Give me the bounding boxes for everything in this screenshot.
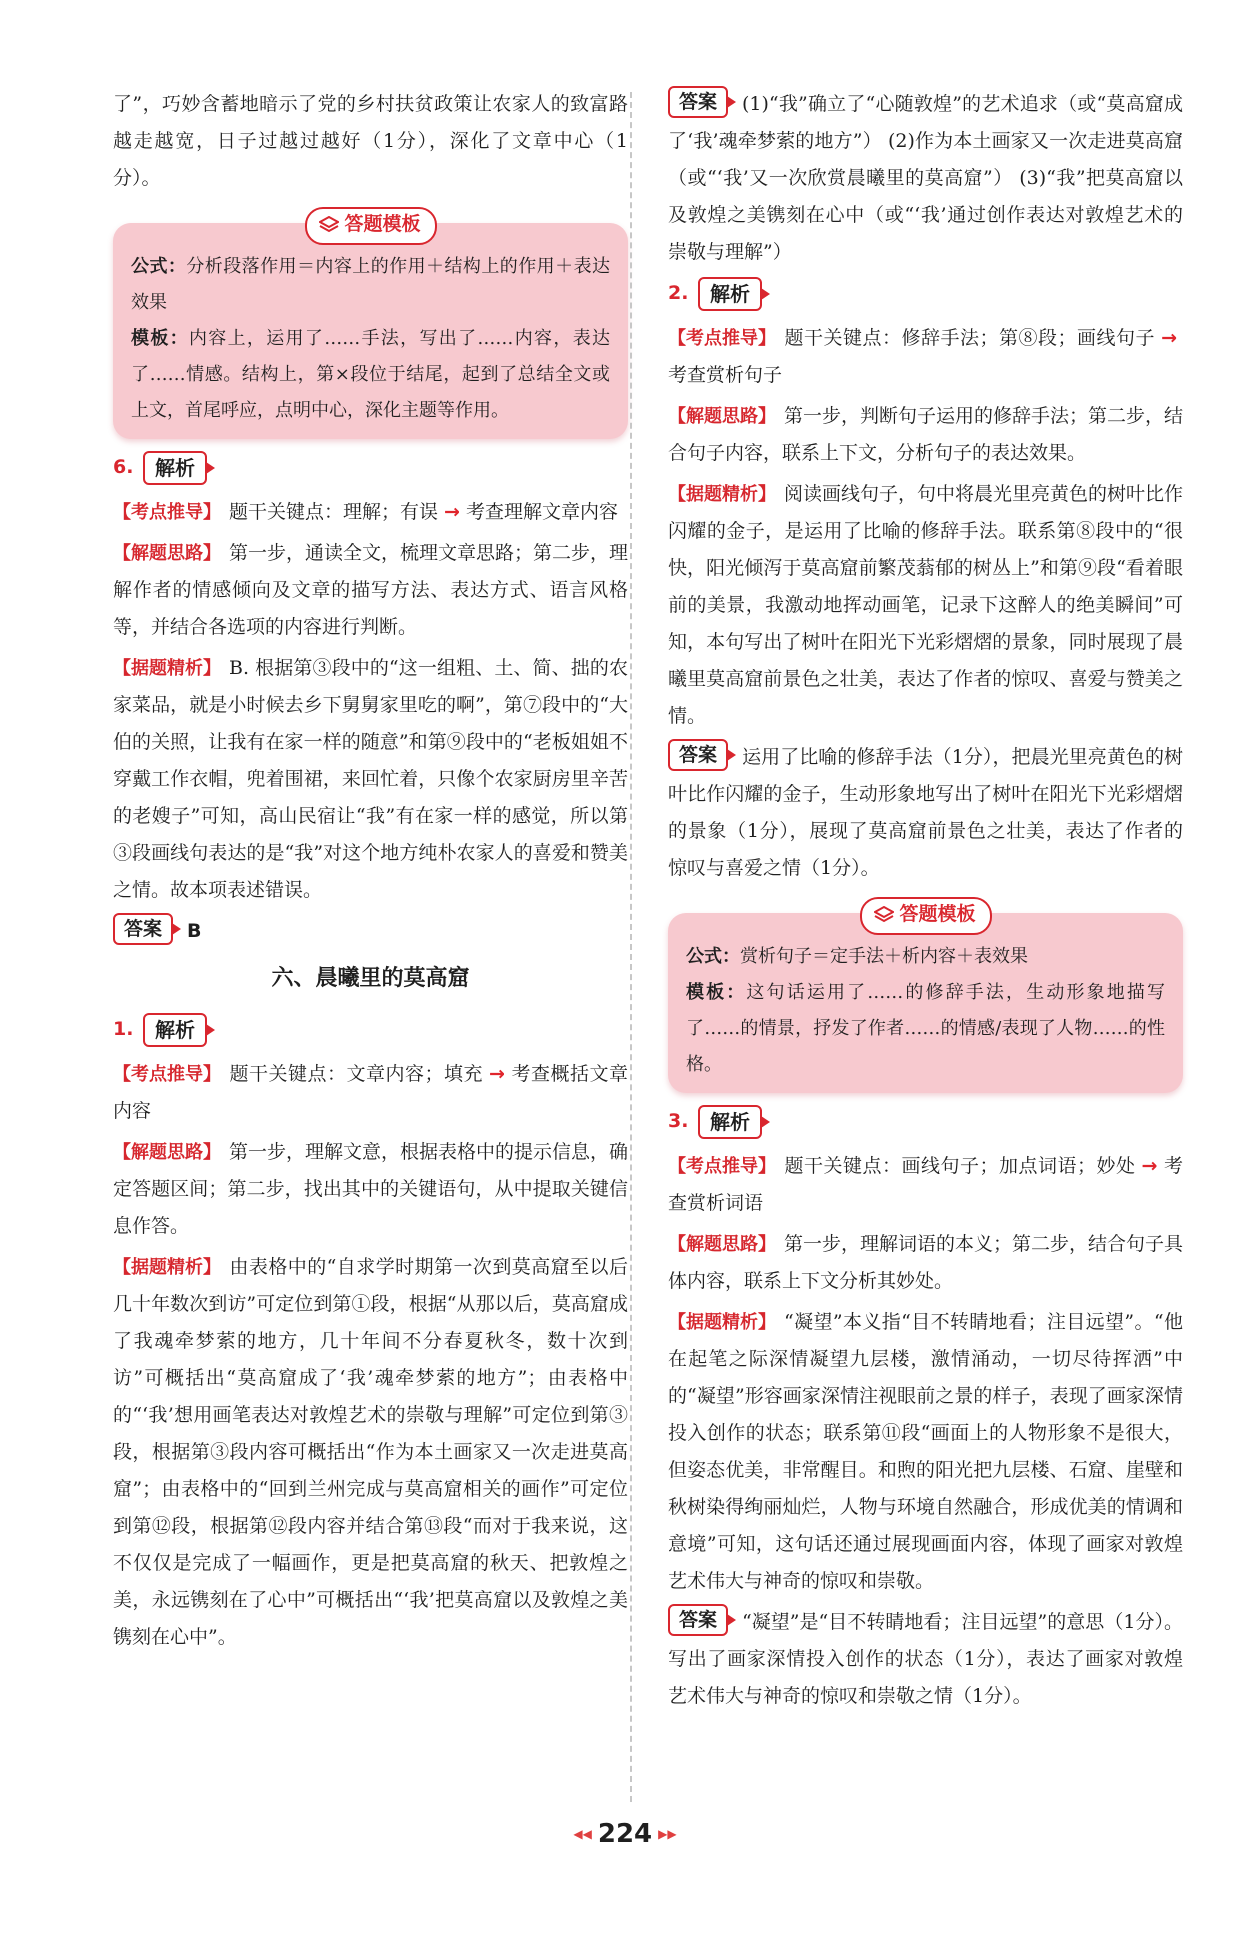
q2-silu: 【解题思路】 第一步，判断句子运用的修辞手法；第二步，结合句子内容，联系上下文，分析句子的表达效果。 — [668, 405, 1184, 464]
answer-value: 运用了比喻的修辞手法（1分），把晨光里亮黄色的树叶比作闪耀的金子，生动形象地写出了树叶在阳光下光彩熠熠的景象（1分），展现了莫高窟前景色之壮美，表达了作者的惊叹与喜爱之情（1分）。 — [668, 746, 1183, 879]
q1-silu: 【解题思路】 第一步，理解文意，根据表格中的提示信息，确定答题区间；第二步，找出其中的关键语句，从中提取关键信息作答。 — [113, 1141, 629, 1237]
answer-value: “凝望”是“目不转睛地看；注目远望”的意思（1分）。写出了画家深情投入创作的状态（1分），表达了画家对敦煌艺术伟大与神奇的惊叹和崇敬之情（1分）。 — [668, 1611, 1183, 1707]
question-1-header — [113, 1011, 628, 1048]
answer-value: (1)“我”确立了“心随敦煌”的艺术追求（或“莫高窟成了‘我’魂牵梦萦的地方”） (2)作为本土画家又一次走进莫高窟（或“‘我’又一次欣赏晨曦里的莫高窟”） (3)“我”把莫高窟以及敦煌之美镌刻在心中（或“‘我’通过创作表达对敦煌艺术的崇敬与理解”） — [668, 93, 1183, 263]
template-formula — [686, 939, 1165, 975]
question-number: 2. — [668, 282, 689, 304]
q2-jingxi: 【据题精析】 阅读画线句子，句中将晨光里亮黄色的树叶比作闪耀的金子，是运用了比喻的修辞手法。联系第⑧段中的“很快，阳光倾泻于莫高窟前繁茂蓊郁的树丛上”和第⑨段“看着眼前的美景，我激动地挥动画笔，记录下这醉人的绝美瞬间”可知，本句写出了树叶在阳光下光彩熠熠的景象，同时展现了晨曦里莫高窟前景色之壮美，表达了作者的惊叹、喜爱与赞美之情。 — [668, 483, 1184, 727]
layers-icon — [318, 213, 338, 243]
arrow-icon: → — [1141, 1155, 1158, 1177]
page-number: 224 — [597, 1819, 653, 1849]
answer-badge: 答案 — [668, 1604, 728, 1636]
q3-silu: 【解题思路】 第一步，理解词语的本义；第二步，结合句子具体内容，联系上下文分析其妙处。 — [668, 1233, 1184, 1292]
analysis-badge: 解析 — [143, 1013, 207, 1047]
analysis-badge: 解析 — [143, 451, 207, 485]
arrow-icon: → — [489, 1063, 505, 1085]
answer-value: B — [187, 920, 202, 942]
answer-template-box-2 — [668, 903, 1183, 1093]
double-left-arrow-icon: ◀◀ — [573, 1827, 592, 1841]
template-content — [686, 975, 1165, 1083]
question-3-header — [668, 1103, 1183, 1140]
template-title — [304, 207, 436, 245]
question-6-header — [113, 449, 628, 486]
template-formula — [131, 249, 610, 321]
template-label: 模板： — [686, 982, 747, 1003]
layers-icon — [873, 903, 893, 933]
intro-paragraph: 了”，巧妙含蓄地暗示了党的乡村扶贫政策让农家人的致富路越走越宽，日子过越过越好（1分），深化了文章中心（1分）。 — [113, 93, 628, 189]
left-column — [113, 86, 628, 1656]
question-number: 1. — [113, 1018, 134, 1040]
template-content — [131, 321, 610, 429]
arrow-icon: → — [1161, 327, 1177, 349]
q2-answer — [668, 739, 1183, 887]
double-right-arrow-icon: ▶▶ — [658, 1827, 677, 1841]
column-divider — [630, 92, 632, 1802]
question-number: 3. — [668, 1110, 689, 1132]
template-title-text: 答题模板 — [344, 213, 421, 235]
q1-answer — [668, 86, 1183, 271]
arrow-icon: → — [444, 501, 460, 523]
question-number: 6. — [113, 456, 134, 478]
template-title-text: 答题模板 — [899, 903, 976, 925]
q3-jingxi: 【据题精析】 “凝望”本义指“目不转睛地看；注目远望”。“他在起笔之际深情凝望九层楼，激情涌动，一切尽待挥洒”中的“凝望”形容画家深情注视眼前之景的样子，表现了画家深情投入创作的状态；联系第⑪段“画面上的人物形象不是很大，但姿态优美，非常醒目。和煦的阳光把九层楼、石窟、崖壁和秋树染得绚丽灿烂，人物与环境自然融合，形成优美的情调和意境”可知，这句话还通过展现画面内容，体现了画家对敦煌艺术伟大与神奇的惊叹和崇敬。 — [668, 1311, 1183, 1592]
template-text: 内容上，运用了……手法，写出了……内容，表达了……情感。结构上，第×段位于结尾，起到了总结全文或上文，首尾呼应，点明中心，深化主题等作用。 — [131, 328, 611, 421]
template-text: 这句话运用了……的修辞手法，生动形象地描写了……的情景，抒发了作者……的情感/表现了人物……的性格。 — [686, 982, 1166, 1075]
q3-answer — [668, 1604, 1183, 1715]
right-column — [668, 86, 1183, 1715]
answer-badge: 答案 — [668, 739, 728, 771]
formula-text: 赏析句子＝定手法＋析内容＋表效果 — [740, 946, 1028, 967]
answer-template-box-1 — [113, 213, 628, 439]
analysis-badge: 解析 — [698, 277, 762, 311]
answer-badge: 答案 — [668, 86, 728, 118]
q1-kaodian: 【考点推导】 题干关键点：文章内容；填充 → 考查概括文章内容 — [113, 1063, 628, 1122]
formula-text: 分析段落作用＝内容上的作用＋结构上的作用＋表达效果 — [131, 256, 611, 313]
formula-label: 公式： — [686, 946, 740, 967]
analysis-badge: 解析 — [698, 1105, 762, 1139]
question-2-header — [668, 275, 1183, 312]
q6-kaodian: 【考点推导】 题干关键点：理解；有误 → 考查理解文章内容 — [113, 501, 618, 523]
page-footer — [0, 1816, 1250, 1853]
section-title: 六、晨曦里的莫高窟 — [271, 966, 470, 991]
q3-kaodian: 【考点推导】 题干关键点：画线句子；加点词语；妙处 → 考查赏析词语 — [668, 1155, 1183, 1214]
formula-label: 公式： — [131, 256, 187, 277]
q2-kaodian: 【考点推导】 题干关键点：修辞手法；第⑧段；画线句子 →考查赏析句子 — [668, 327, 1177, 386]
template-label: 模板： — [131, 328, 189, 349]
template-title — [859, 897, 991, 935]
q6-answer — [113, 913, 628, 950]
q6-silu: 【解题思路】 第一步，通读全文，梳理文章思路；第二步，理解作者的情感倾向及文章的描写方法、表达方式、语言风格等，并结合各选项的内容进行判断。 — [113, 542, 629, 638]
q6-jingxi: 【据题精析】 B. 根据第③段中的“这一组粗、土、简、拙的农家菜品，就是小时候去乡下舅舅家里吃的啊”，第⑦段中的“大伯的关照，让我有在家一样的随意”和第⑨段中的“老板姐姐不穿戴工作衣帽，兜着围裙，来回忙着，只像个农家厨房里辛苦的老嫂子”可知，高山民宿让“我”有在家一样的感觉，所以第③段画线句表达的是“我”对这个地方纯朴农家人的喜爱和赞美之情。故本项表述错误。 — [113, 657, 628, 901]
q1-jingxi: 【据题精析】 由表格中的“自求学时期第一次到莫高窟至以后几十年数次到访”可定位到第①段，根据“从那以后，莫高窟成了我魂牵梦萦的地方，几十年间不分春夏秋冬，数十次到访”可概括出“莫高窟成了‘我’魂牵梦萦的地方”；由表格中的“‘我’想用画笔表达对敦煌艺术的崇敬与理解”可定位到第③段，根据第③段内容可概括出“作为本土画家又一次走进莫高窟”；由表格中的“回到兰州完成与莫高窟相关的画作”可定位到第⑫段，根据第⑫段内容并结合第⑬段“而对于我来说，这不仅仅是完成了一幅画作，更是把莫高窟的秋天、把敦煌之美，永远镌刻在了心中”可概括出“‘我’把莫高窟以及敦煌之美镌刻在心中”。 — [113, 1256, 628, 1648]
answer-badge: 答案 — [113, 913, 173, 945]
